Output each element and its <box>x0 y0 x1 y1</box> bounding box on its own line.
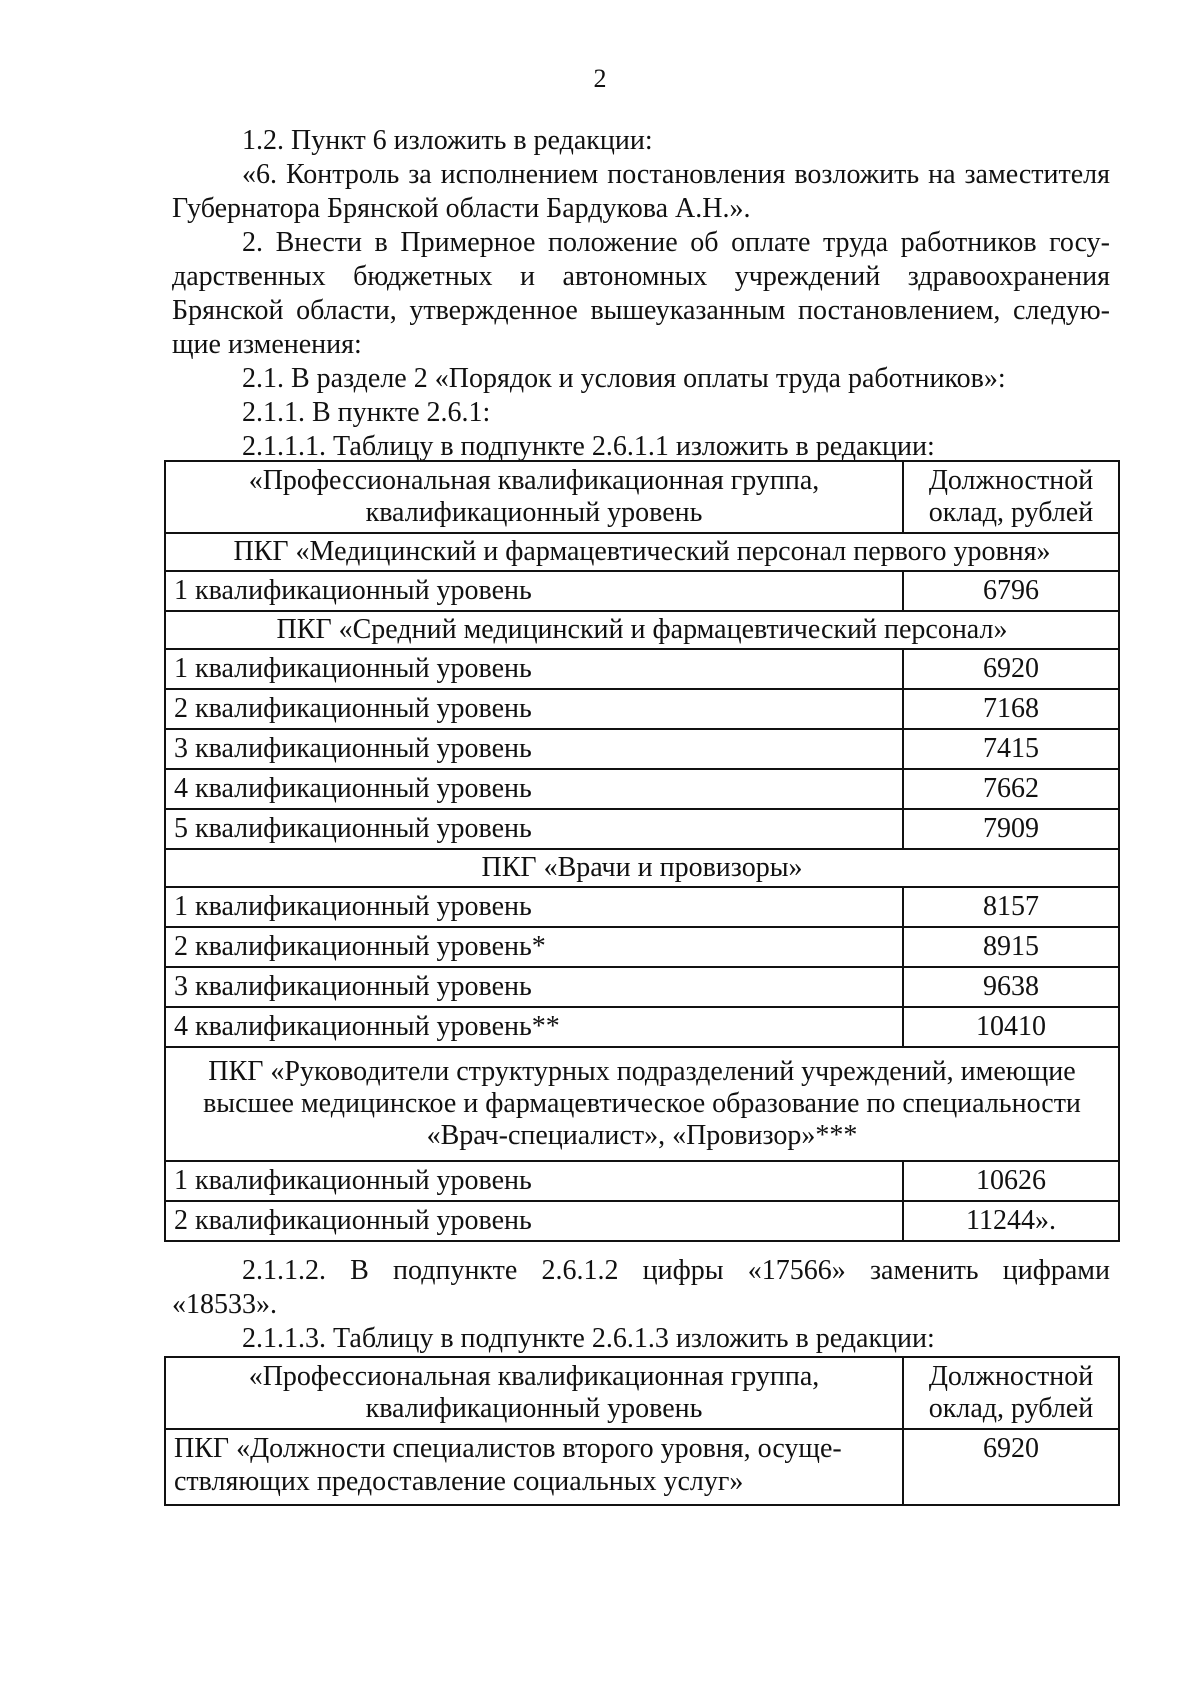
paragraph-2-line-3: Брянской области, утвержденное вышеуказанным постановлением, следую- <box>172 295 1110 326</box>
table-row <box>165 887 1119 927</box>
table-header-row <box>165 1357 1119 1429</box>
header-group-level: «Профессиональная квалификационная группа, квалификационный уровень <box>165 1357 903 1429</box>
salary-cell: 10626 <box>903 1161 1119 1201</box>
level-cell: 2 квалификационный уровень <box>165 689 903 729</box>
table-row <box>165 1007 1119 1047</box>
group-title: ПКГ «Врачи и провизоры» <box>165 849 1119 887</box>
table-header-row <box>165 461 1119 533</box>
level-cell: 2 квалификационный уровень* <box>165 927 903 967</box>
level-cell: 3 квалификационный уровень <box>165 967 903 1007</box>
level-cell: 1 квалификационный уровень <box>165 1161 903 1201</box>
page-number: 2 <box>593 64 607 93</box>
table-row <box>165 927 1119 967</box>
table-row <box>165 809 1119 849</box>
salary-cell: 8915 <box>903 927 1119 967</box>
salary-cell: 8157 <box>903 887 1119 927</box>
salary-cell: 6920 <box>903 649 1119 689</box>
paragraph-2-1-1-3: 2.1.1.3. Таблицу в подпункте 2.6.1.3 изложить в редакции: <box>242 1323 935 1354</box>
header-salary: Должностной оклад, рублей <box>903 1357 1119 1429</box>
mid-text <box>172 1254 1110 1356</box>
table-row <box>165 967 1119 1007</box>
paragraph-2-1: 2.1. В разделе 2 «Порядок и условия оплаты труда работников»: <box>242 363 1006 394</box>
level-cell: 4 квалификационный уровень** <box>165 1007 903 1047</box>
table-row <box>165 571 1119 611</box>
salary-cell: 11244». <box>903 1201 1119 1241</box>
paragraph-2-1-1-1: 2.1.1.1. Таблицу в подпункте 2.6.1.1 изложить в редакции: <box>242 431 935 462</box>
paragraph-2-1-1-2-line-1: 2.1.1.2. В подпункте 2.6.1.2 цифры «17566» заменить цифрами <box>242 1255 1110 1286</box>
salary-cell: 10410 <box>903 1007 1119 1047</box>
level-cell: 3 квалификационный уровень <box>165 729 903 769</box>
salary-cell: 6796 <box>903 571 1119 611</box>
table-row <box>165 1201 1119 1241</box>
level-cell: 1 квалификационный уровень <box>165 649 903 689</box>
salary-cell: 7415 <box>903 729 1119 769</box>
header-salary: Должностной оклад, рублей <box>903 461 1119 533</box>
table-row <box>165 649 1119 689</box>
paragraph-2-line-2: дарственных бюджетных и автономных учреждений здравоохранения <box>172 261 1110 292</box>
paragraph-2-1-1-2-line-2: «18533». <box>172 1289 277 1320</box>
paragraph-2-line-1: 2. Внести в Примерное положение об оплате труда работников госу- <box>242 227 1110 258</box>
table-row <box>165 1429 1119 1505</box>
table-row <box>165 729 1119 769</box>
salary-cell: 7909 <box>903 809 1119 849</box>
salary-cell: 7662 <box>903 769 1119 809</box>
level-cell: 1 квалификационный уровень <box>165 887 903 927</box>
level-cell: 4 квалификационный уровень <box>165 769 903 809</box>
salary-cell: 9638 <box>903 967 1119 1007</box>
salary-cell: 7168 <box>903 689 1119 729</box>
table-row <box>165 769 1119 809</box>
table-row <box>165 1161 1119 1201</box>
paragraph-6-line-1: «6. Контроль за исполнением постановления возложить на заместителя <box>242 159 1110 190</box>
salary-cell: 6920 <box>903 1429 1119 1505</box>
paragraph-2-1-1: 2.1.1. В пункте 2.6.1: <box>242 397 491 428</box>
header-group-level: «Профессиональная квалификационная группа, квалификационный уровень <box>165 461 903 533</box>
group-title: ПКГ «Медицинский и фармацевтический персонал первого уровня» <box>165 533 1119 571</box>
paragraph-2-line-4: щие изменения: <box>172 329 362 360</box>
level-cell: 2 квалификационный уровень <box>165 1201 903 1241</box>
group-title: ПКГ «Средний медицинский и фармацевтический персонал» <box>165 611 1119 649</box>
level-cell: 5 квалификационный уровень <box>165 809 903 849</box>
paragraph-1-2: 1.2. Пункт 6 изложить в редакции: <box>242 125 653 156</box>
salary-table-2 <box>164 1356 1120 1506</box>
level-cell: 1 квалификационный уровень <box>165 571 903 611</box>
group-title: ПКГ «Руководители структурных подразделений учреждений, имеющие высшее медицинское и фармацевтическое образование по специальности «Врач-специалист», «Провизор»*** <box>165 1047 1119 1161</box>
table-row <box>165 689 1119 729</box>
group-cell: ПКГ «Должности специалистов второго уровня, осуще-ствляющих предоставление социальных услуг» <box>165 1429 903 1505</box>
intro-text <box>172 124 1110 464</box>
paragraph-6-line-2: Губернатора Брянской области Бардукова А.Н.». <box>172 193 751 224</box>
salary-table-1 <box>164 460 1120 1242</box>
